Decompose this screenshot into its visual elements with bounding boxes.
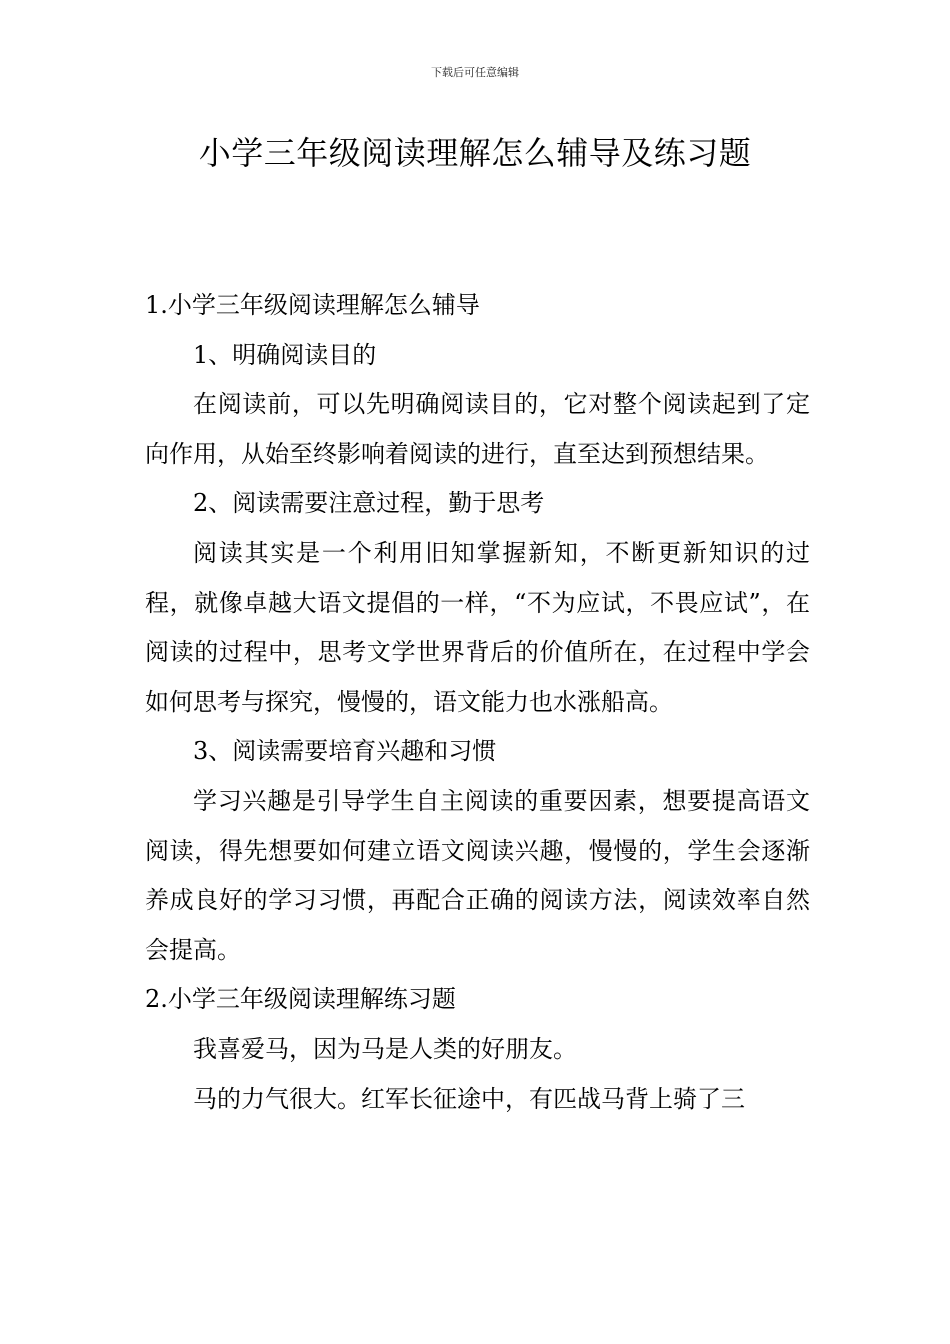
paragraph: 我喜爱马，因为马是人类的好朋友。 xyxy=(193,1034,577,1063)
subsection-heading: 3、阅读需要培育兴趣和习惯 xyxy=(193,737,497,766)
document-body xyxy=(145,281,810,1124)
subsection-heading: 1、明确阅读目的 xyxy=(193,340,377,369)
paragraph: 在阅读前，可以先明确阅读目的，它对整个阅读起到了定向作用，从始至终影响着阅读的进行，直至达到预想结果。 xyxy=(145,390,810,468)
section-heading: 2.小学三年级阅读理解练习题 xyxy=(145,985,456,1014)
paragraph: 马的力气很大。红军长征途中，有匹战马背上骑了三 xyxy=(193,1084,745,1113)
section-heading: 1.小学三年级阅读理解怎么辅导 xyxy=(145,291,480,319)
header-note: 下载后可任意编辑 xyxy=(431,66,519,79)
document-title: 小学三年级阅读理解怎么辅导及练习题 xyxy=(198,134,752,172)
subsection-heading: 2、阅读需要注意过程，勤于思考 xyxy=(193,489,545,518)
paragraph: 阅读其实是一个利用旧知掌握新知，不断更新知识的过程，就像卓越大语文提倡的一样，“不为应试，不畏应试”，在阅读的过程中，思考文学世界背后的价值所在，在过程中学会如何思考与探究，慢慢的，语文能力也水涨船高。 xyxy=(145,538,810,716)
paragraph: 学习兴趣是引导学生自主阅读的重要因素，想要提高语文阅读，得先想要如何建立语文阅读兴趣，慢慢的，学生会逐渐养成良好的学习习惯，再配合正确的阅读方法，阅读效率自然会提高。 xyxy=(145,786,810,964)
